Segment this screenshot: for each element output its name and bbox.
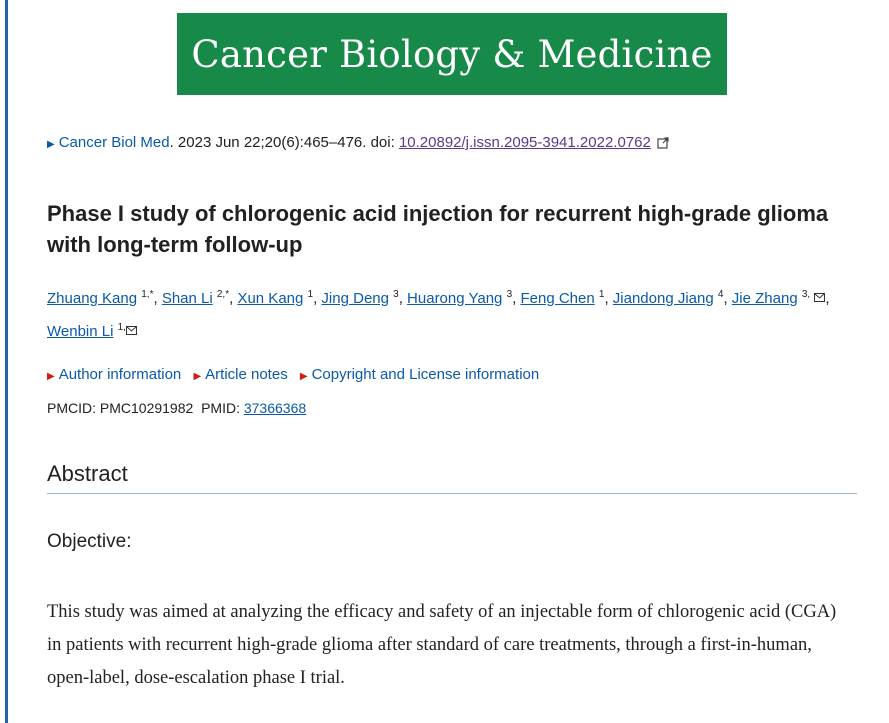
journal-link[interactable]: Cancer Biol Med [58, 134, 170, 151]
article-notes-toggle[interactable]: ▶ Article notes [193, 366, 288, 383]
expand-triangle-icon: ▶ [299, 371, 308, 382]
expand-triangle-icon: ▶ [47, 371, 55, 382]
author-affiliation-sup: 1,* [141, 289, 154, 300]
author-link[interactable]: Jing Deng [321, 290, 389, 307]
external-link-icon[interactable] [657, 136, 669, 153]
author-affiliation-sup: 3, [801, 289, 811, 300]
author-affiliation-sup: 2,* [216, 289, 230, 300]
author-link[interactable]: Xun Kang [237, 290, 304, 307]
expand-triangle-icon[interactable]: ▶ [47, 139, 55, 150]
author-link[interactable]: Feng Chen [520, 290, 595, 307]
doi-link[interactable]: 10.20892/j.issn.2095-3941.2022.0762 [398, 134, 651, 151]
pmcid-label: PMCID: [47, 400, 100, 416]
author-affiliation-sup: 4 [717, 289, 724, 300]
citation-line [47, 134, 669, 153]
author-link[interactable]: Shan Li [161, 290, 213, 307]
journal-banner-title: Cancer Biology & Medicine [191, 32, 713, 76]
citation-details: . 2023 Jun 22;20(6):465–476. doi: [169, 134, 399, 151]
author-information-toggle[interactable]: ▶ Author information [47, 366, 182, 383]
article-ids [47, 400, 306, 416]
left-accent-rule [5, 0, 8, 723]
author-link[interactable]: Huarong Yang [407, 290, 503, 307]
objective-heading: Objective: [47, 531, 132, 552]
pmcid-value: PMC10291982 [99, 400, 194, 416]
info-links [47, 366, 547, 383]
author-affiliation-sup: 1 [598, 289, 605, 300]
journal-banner[interactable] [177, 13, 727, 95]
abstract-heading: Abstract [47, 461, 857, 494]
mail-icon[interactable] [126, 315, 137, 347]
expand-triangle-icon: ▶ [193, 371, 202, 382]
author-affiliation-sup: 3 [506, 289, 513, 300]
mail-icon[interactable] [814, 282, 825, 314]
author-link[interactable]: Zhuang Kang [47, 290, 138, 307]
pmid-link[interactable]: 37366368 [243, 400, 307, 416]
article-title: Phase I study of chlorogenic acid injection for recurrent high-grade glioma with long-term follow-up [47, 201, 829, 257]
author-link[interactable]: Wenbin Li [47, 323, 114, 340]
author-affiliation-sup: 3 [393, 289, 399, 300]
copyright-license-toggle[interactable]: ▶ Copyright and License information [299, 366, 540, 383]
author-affiliation-sup: 1 [307, 289, 314, 300]
author-affiliation-sup: 1, [117, 322, 126, 333]
pmid-label: PMID: [201, 400, 244, 416]
objective-paragraph: This study was aimed at analyzing the efficacy and safety of an injectable form of chlorogenic acid (CGA) in patients with recurrent high-grade glioma after standard of care treatments, through a first-in-human, open-label, dose-escalation phase I trial. [47, 602, 837, 688]
author-link[interactable]: Jiandong Jiang [612, 290, 714, 307]
author-link[interactable]: Jie Zhang [731, 290, 798, 307]
author-list: Zhuang Kang $^{1,*}$, Shan Li $^{2,*}$, Xun Kang $^1$, Jing Deng $^3$, Huarong Yang $^3$, Feng Chen $^1$, Jiandong Jiang $^4$, Jie Zhang $^{3,}$ , Wenbin Li $^{1,}$ [47, 282, 862, 348]
